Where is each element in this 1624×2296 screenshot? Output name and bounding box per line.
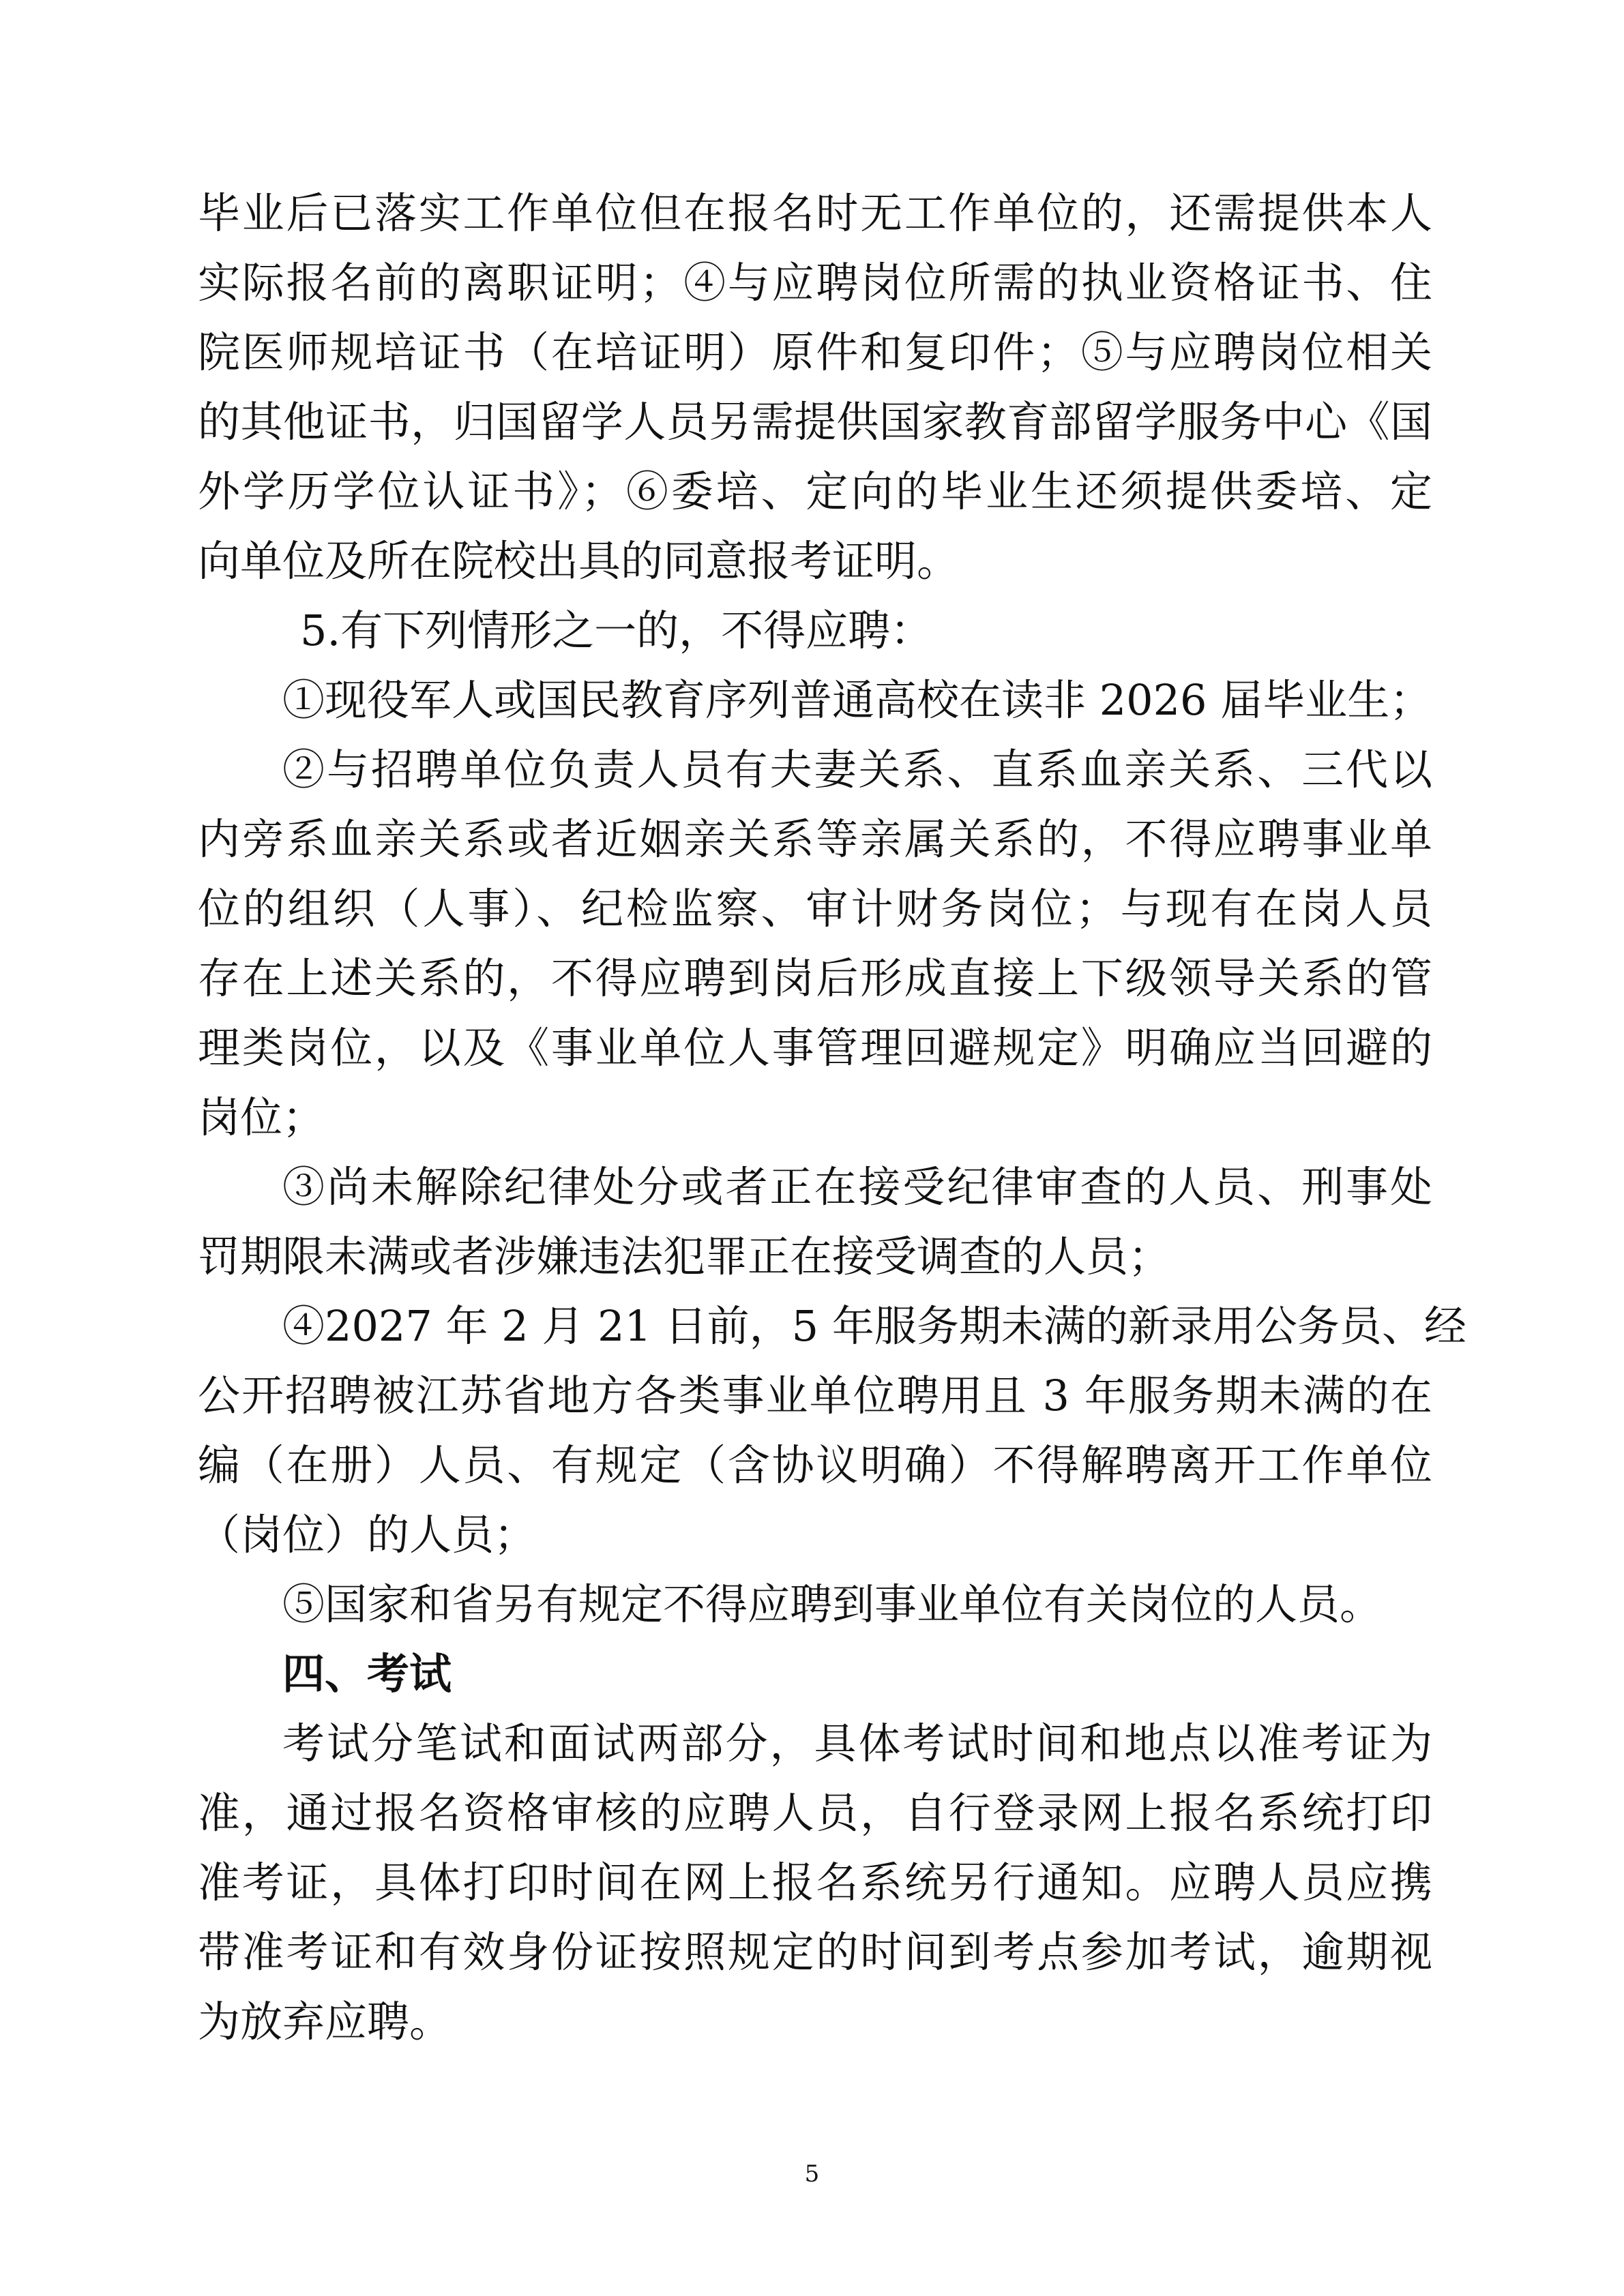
- text-line: 实际报名前的离职证明；④与应聘岗位所需的执业资格证书、住: [198, 258, 1432, 308]
- item-5-5: [198, 1570, 1432, 1639]
- text-line: 的其他证书，归国留学人员另需提供国家教育部留学服务中心《国: [198, 397, 1432, 447]
- text-line: ①现役军人或国民教育序列普通高校在读非 2026 届毕业生；: [282, 675, 1432, 725]
- text-line: ③尚未解除纪律处分或者正在接受纪律审查的人员、刑事处: [282, 1162, 1432, 1212]
- section-4-heading: 四、考试: [282, 1649, 452, 1699]
- item-5-3: [198, 1152, 1432, 1292]
- text-line: 岗位；: [198, 1092, 325, 1142]
- text-line: 公开招聘被江苏省地方各类事业单位聘用且 3 年服务期未满的在: [198, 1371, 1432, 1420]
- text-line: ④2027 年 2 月 21 日前，5 年服务期未满的新录用公务员、经: [282, 1301, 1466, 1351]
- text-line: 理类岗位，以及《事业单位人事管理回避规定》明确应当回避的: [198, 1023, 1432, 1073]
- text-line: 为放弃应聘。: [198, 1997, 452, 2046]
- item-5-4: [198, 1292, 1466, 1570]
- item-5-1: [198, 666, 1432, 735]
- text-line: 外学历学位认证书》；⑥委培、定向的毕业生还须提供委培、定: [198, 466, 1432, 516]
- text-line: 向单位及所在院校出具的同意报考证明。: [198, 536, 960, 586]
- text-line: 毕业后已落实工作单位但在报名时无工作单位的，还需提供本人: [198, 188, 1432, 238]
- text-line: 编（在册）人员、有规定（含协议明确）不得解聘离开工作单位: [198, 1440, 1432, 1490]
- text-line: 带准考证和有效身份证按照规定的时间到考点参加考试，逾期视: [198, 1927, 1432, 1977]
- document-body: [198, 179, 1466, 2057]
- text-line: 存在上述关系的，不得应聘到岗后形成直接上下级领导关系的管: [198, 953, 1432, 1003]
- text-line: 准考证，具体打印时间在网上报名系统另行通知。应聘人员应携: [198, 1858, 1432, 1907]
- paragraph-application-materials: [198, 179, 1432, 596]
- section-4-body: [198, 1709, 1432, 2057]
- text-line: ②与招聘单位负责人员有夫妻关系、直系血亲关系、三代以: [282, 745, 1432, 794]
- text-line: ⑤国家和省另有规定不得应聘到事业单位有关岗位的人员。: [282, 1579, 1383, 1629]
- text-line: 准，通过报名资格审核的应聘人员，自行登录网上报名系统打印: [198, 1788, 1432, 1838]
- text-line: 内旁系血亲关系或者近姻亲关系等亲属关系的，不得应聘事业单: [198, 814, 1432, 864]
- page-number: 5: [804, 2160, 820, 2188]
- text-line: 罚期限未满或者涉嫌违法犯罪正在接受调查的人员；: [198, 1232, 1171, 1281]
- text-line: 位的组织（人事）、纪检监察、审计财务岗位；与现有在岗人员: [198, 884, 1432, 934]
- item-5-heading: 5.有下列情形之一的，不得应聘：: [300, 606, 933, 655]
- text-line: （岗位）的人员；: [198, 1510, 537, 1560]
- text-line: 考试分笔试和面试两部分，具体考试时间和地点以准考证为: [282, 1718, 1432, 1768]
- item-5-2: [198, 735, 1432, 1152]
- text-line: 院医师规培证书（在培证明）原件和复印件；⑤与应聘岗位相关: [198, 327, 1432, 377]
